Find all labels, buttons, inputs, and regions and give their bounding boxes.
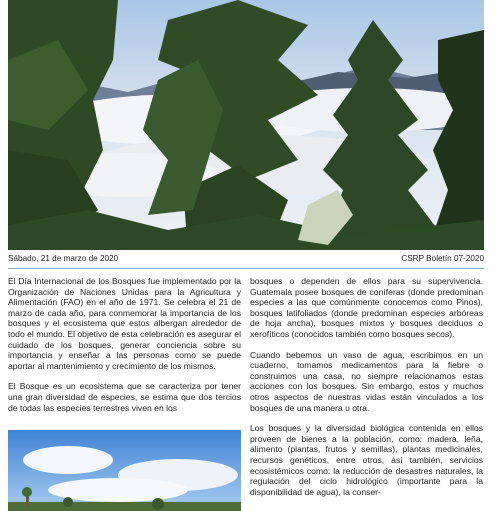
article-paragraph: El Bosque es un ecosistema que se caracteriza por tener una gran diversidad de especies, se estima que dos tercios de todas las especies terrestres viven en los <box>8 381 241 413</box>
bulletin-number: CSRP Boletín 07-2020 <box>401 254 484 263</box>
article-column-left <box>8 276 241 423</box>
article-paragraph: El Día Internacional de los Bosques fue implementado por la Organización de Naciones Unidas para la Agricultura y Alimentación (FAO) en el año de 1971. Se celebra el 21 de marzo de cada año, para conmemorar la importancia de los bosques y el ecosistema que estos albergan alrededor de todo el mundo. El objetivo de esta celebración es asegurar el cuidado de los bosques, generar conciencia sobre su importancia y enseñar a las personas como se puede aportar al mantenimiento y crecimiento de los mismos. <box>8 276 241 371</box>
article-column-right <box>250 276 483 507</box>
article-paragraph: Los bosques y la diversidad biológica contenida en ellos proveen de bienes a la población, como: madera, leña, alimento (plantas, frutos y semillas), plantas medicinales, recursos genéticos, entre otros, así también, servicios ecosistémicos como: la reducción de desastres naturales, la regulación del ciclo hidrológico (importante para la disponibilidad de agua), la conser- <box>250 423 483 497</box>
issue-metadata <box>8 254 484 267</box>
issue-date: Sábado, 21 de marzo de 2020 <box>8 254 119 263</box>
article-paragraph: bosques o dependen de ellos para su supervivencia. Guatemala posee bosques de coníferas (donde predominan especies a las que comúnmente conocemos como Pinos), bosques latifoliados (donde predominan especies arbóreas de hoja ancha), bosques mixtos y bosques deciduos o xerofíticos (conocidos también como bosques secos). <box>250 276 483 339</box>
hero-forest-photo <box>8 0 484 250</box>
header-divider <box>8 268 484 269</box>
inset-sky-photo <box>8 430 241 511</box>
article-paragraph: Cuando bebemos un vaso de agua, escribimos en un cuaderno, tomamos medicamentos para la fiebre o construimos una casa, no siempre relacionamos estas acciones con los bosques. Sin embargo, estos y muchos otros aspectos de nuestras vidas están vinculados a los bosques de una manera u otra. <box>250 349 483 413</box>
